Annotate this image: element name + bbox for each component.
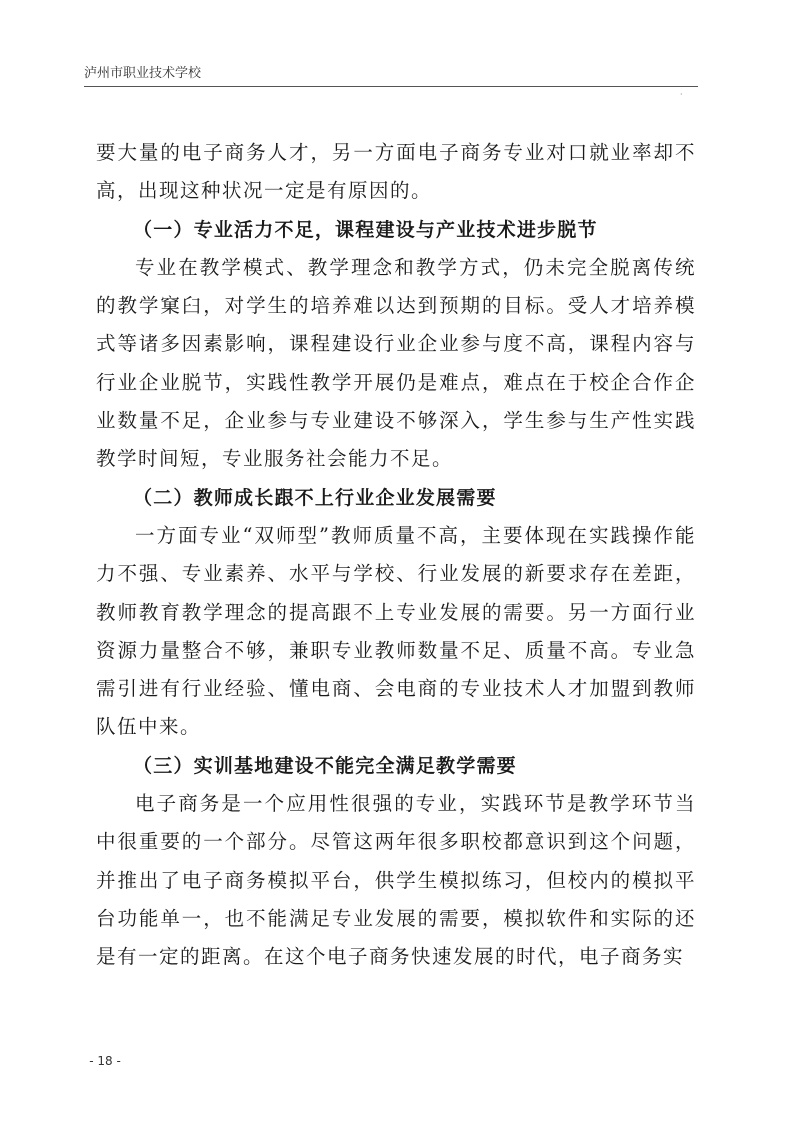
section-heading-1: （一）专业活力不足，课程建设与产业技术进步脱节 [133, 218, 598, 241]
paragraph-1: 专业在教学模式、教学理念和教学方式，仍未完全脱离传统的教学窠臼，对学生的培养难以达到预期的目标。受人才培养模式等诸多因素影响，课程建设行业企业参与度不高，课程内容与行业企业脱节，实践性教学开展仍是难点，难点在于校企合作企业数量不足，企业参与专业建设不够深入，学生参与生产性实践教学时间短，专业服务社会能力不足。 [96, 255, 696, 471]
section-heading-2: （二）教师成长跟不上行业企业发展需要 [133, 486, 497, 509]
document-body [96, 134, 696, 977]
paragraph-continuation: 要大量的电子商务人才，另一方面电子商务专业对口就业率却不高，出现这种状况一定是有原因的。 [96, 141, 696, 203]
page-number: - 18 - [89, 1054, 121, 1068]
section-heading-3: （三）实训基地建设不能完全满足教学需要 [133, 754, 517, 777]
paragraph-2: 一方面专业“双师型”教师质量不高，主要体现在实践操作能力不强、专业素养、水平与学校、行业发展的新要求存在差距，教师教育教学理念的提高跟不上专业发展的需要。另一方面行业资源力量整合不够，兼职专业教师数量不足、质量不高。专业急需引进有行业经验、懂电商、会电商的专业技术人才加盟到教师队伍中来。 [96, 523, 696, 739]
paragraph-3: 电子商务是一个应用性很强的专业，实践环节是教学环节当中很重要的一个部分。尽管这两年很多职校都意识到这个问题，并推出了电子商务模拟平台，供学生模拟练习，但校内的模拟平台功能单一，也不能满足专业发展的需要，模拟软件和实际的还是有一定的距离。在这个电子商务快速发展的时代，电子商务实 [96, 792, 696, 969]
running-header: 泸州市职业技术学校 [84, 66, 202, 81]
header-divider [84, 86, 698, 87]
header-mark: · [680, 90, 683, 99]
